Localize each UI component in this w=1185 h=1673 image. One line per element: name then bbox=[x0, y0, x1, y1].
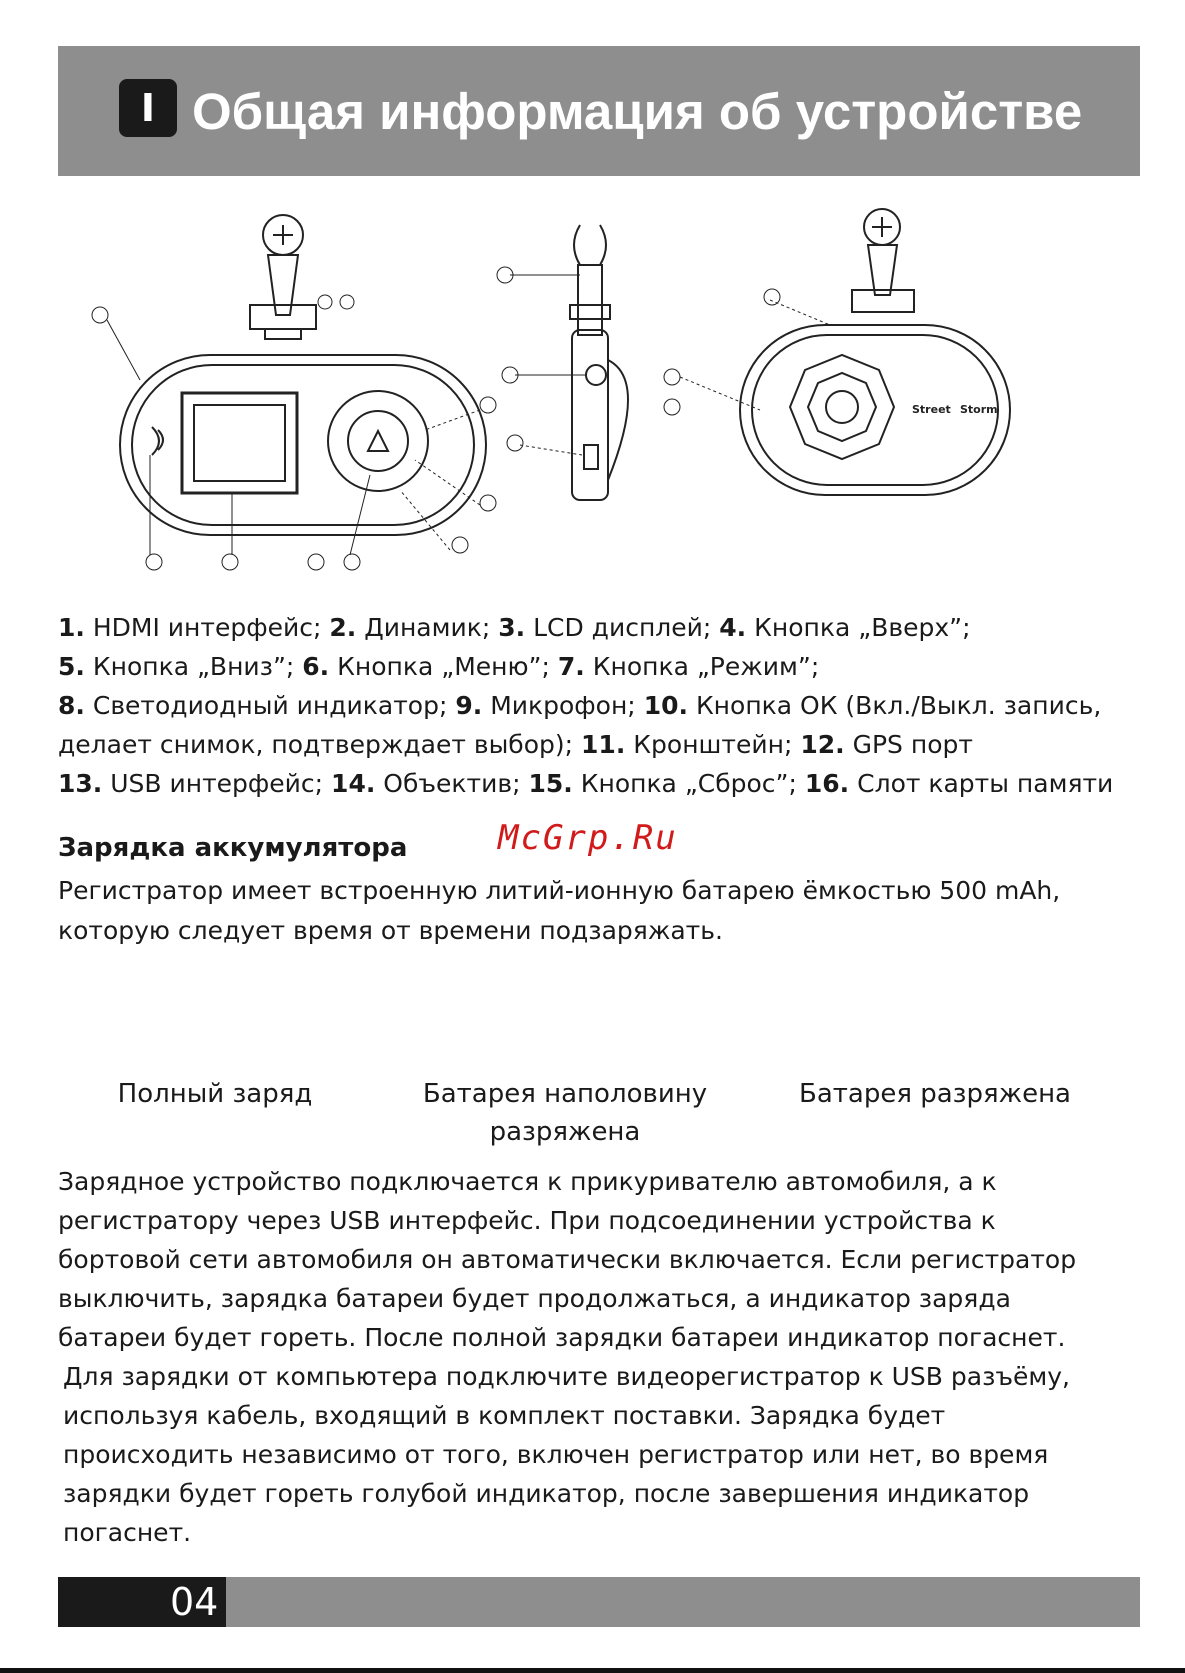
legend-line: 1. HDMI интерфейс; 2. Динамик; 3. LCD дисплей; 4. Кнопка „Вверх”; bbox=[58, 613, 971, 642]
page-footer bbox=[58, 1577, 1140, 1627]
page-number-box bbox=[58, 1577, 226, 1627]
body-line: Для зарядки от компьютера подключите видеорегистратор к USB разъёму, bbox=[63, 1362, 1071, 1391]
section-badge: I bbox=[119, 79, 177, 137]
battery-full-label: Полный заряд bbox=[117, 1079, 313, 1109]
body-line: выключить, зарядка батареи будет продолжаться, а индикатор заряда bbox=[58, 1284, 1011, 1313]
battery-half-label: Батарея наполовину разряжена bbox=[422, 1079, 708, 1147]
parts-legend bbox=[58, 608, 1148, 803]
body-line: регистратору через USB интерфейс. При подсоединении устройства к bbox=[58, 1206, 996, 1235]
legend-line: делает снимок, подтверждает выбор); 11. Кронштейн; 12. GPS порт bbox=[58, 730, 973, 759]
device-views-illustration bbox=[70, 205, 1110, 590]
page-title: Общая информация об устройстве bbox=[192, 83, 1083, 140]
device-diagram bbox=[70, 205, 1110, 590]
logo-text-street: Street bbox=[912, 403, 951, 416]
watermark: McGrp.Ru bbox=[498, 818, 678, 858]
front-view bbox=[92, 215, 496, 570]
body-line: используя кабель, входящий в комплект поставки. Зарядка будет bbox=[63, 1401, 946, 1430]
section-header bbox=[58, 46, 1140, 176]
legend-line: 13. USB интерфейс; 14. Объектив; 15. Кнопка „Сброс”; 16. Слот карты памяти bbox=[58, 769, 1114, 798]
charging-heading: Зарядка аккумулятора bbox=[58, 833, 408, 863]
back-view bbox=[664, 209, 1010, 495]
body-line: зарядки будет гореть голубой индикатор, после завершения индикатор bbox=[63, 1479, 1030, 1508]
body-line: батареи будет гореть. После полной зарядки батареи индикатор погаснет. bbox=[58, 1323, 1066, 1352]
intro-line: Регистратор имеет встроенную литий-ионную батарею ёмкостью 500 mAh, bbox=[58, 876, 1061, 905]
legend-line: 8. Светодиодный индикатор; 9. Микрофон; 10. Кнопка ОК (Вкл./Выкл. запись, bbox=[58, 691, 1102, 720]
charging-intro bbox=[58, 871, 1138, 951]
bottom-divider bbox=[0, 1668, 1185, 1673]
page-number: 04 bbox=[170, 1580, 219, 1624]
intro-line: которую следует время от времени подзаряжать. bbox=[58, 916, 723, 945]
logo-text-storm: Storm bbox=[960, 403, 998, 416]
charging-body bbox=[58, 1162, 1148, 1552]
body-line: Зарядное устройство подключается к прикуривателю автомобиля, а к bbox=[58, 1167, 997, 1196]
legend-line: 5. Кнопка „Вниз”; 6. Кнопка „Меню”; 7. Кнопка „Режим”; bbox=[58, 652, 820, 681]
body-line: погаснет. bbox=[63, 1518, 192, 1547]
side-view bbox=[497, 225, 628, 500]
body-line: бортовой сети автомобиля он автоматически включается. Если регистратор bbox=[58, 1245, 1077, 1274]
body-line: происходить независимо от того, включен регистратор или нет, во время bbox=[63, 1440, 1049, 1469]
battery-empty-label: Батарея разряжена bbox=[798, 1079, 1071, 1109]
